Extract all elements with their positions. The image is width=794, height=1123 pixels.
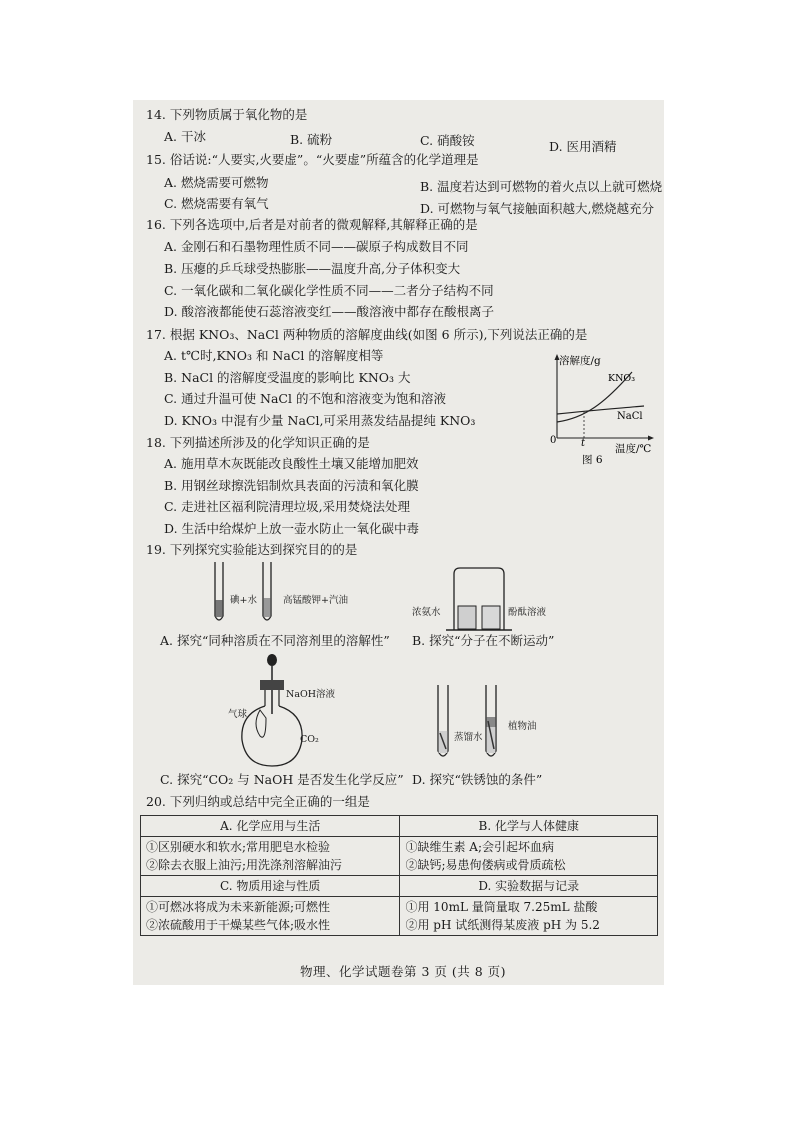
table-d-title: D. 实验数据与记录 — [400, 876, 658, 897]
q16-option-c: C. 一氧化碳和二氧化碳化学性质不同——二者分子结构不同 — [164, 283, 494, 298]
experiment-d-test-tubes — [432, 683, 512, 765]
page-footer: 物理、化学试题卷第 3 页 (共 8 页) — [300, 964, 507, 979]
exp-b-label-phenolphthalein: 酚酞溶液 — [508, 607, 547, 618]
q18-stem: 18. 下列描述所涉及的化学知识正确的是 — [146, 435, 370, 450]
table-a-content — [141, 837, 400, 876]
figure6-origin: 0 — [550, 435, 557, 446]
table-d-content — [400, 897, 658, 936]
q19-stem: 19. 下列探究实验能达到探究目的的是 — [146, 542, 358, 557]
exp-a-label-kmno4-gasoline: 高锰酸钾+汽油 — [283, 595, 348, 606]
table-b-title: B. 化学与人体健康 — [400, 816, 658, 837]
exp-c-label-balloon: 气球 — [228, 709, 248, 720]
q17-stem: 17. 根据 KNO₃、NaCl 两种物质的溶解度曲线(如图 6 所示),下列说法正确的是 — [146, 327, 588, 342]
figure6-nacl-label: NaCl — [617, 411, 643, 422]
q17-option-a: A. t℃时,KNO₃ 和 NaCl 的溶解度相等 — [164, 348, 384, 363]
q17-option-d: D. KNO₃ 中混有少量 NaCl,可采用蒸发结晶提纯 KNO₃ — [164, 413, 476, 428]
q16-option-b: B. 压瘪的乒乓球受热膨胀——温度升高,分子体积变大 — [164, 261, 461, 276]
figure6-ylabel: 溶解度/g — [559, 355, 601, 367]
exp-c-label-co2: CO₂ — [300, 734, 319, 745]
experiment-b-bell-jar — [440, 566, 520, 634]
exp-d-label-vegetable-oil: 植物油 — [508, 721, 537, 732]
exp-a-label-iodine-water: 碘+水 — [230, 595, 257, 606]
table-b-item1: ①缺维生素 A;会引起坏血病 — [405, 840, 555, 854]
figure6-solubility-graph — [540, 348, 665, 466]
table-b-item2: ②缺钙;易患佝偻病或骨质疏松 — [405, 858, 566, 872]
table-d-item1: ①用 10mL 量筒量取 7.25mL 盐酸 — [405, 900, 598, 914]
q17-option-c: C. 通过升温可使 NaCl 的不饱和溶液变为饱和溶液 — [164, 391, 446, 406]
q15-stem: 15. 俗话说:“人要实,火要虚”。“火要虚”所蕴含的化学道理是 — [146, 152, 479, 167]
table-c-item2: ②浓硫酸用于干燥某些气体;吸水性 — [146, 918, 331, 932]
q17-option-b: B. NaCl 的溶解度受温度的影响比 KNO₃ 大 — [164, 370, 411, 385]
q18-option-d: D. 生活中给煤炉上放一壶水防止一氧化碳中毒 — [164, 521, 420, 536]
q16-stem: 16. 下列各选项中,后者是对前者的微观解释,其解释正确的是 — [146, 217, 478, 232]
table-d-item2: ②用 pH 试纸测得某废液 pH 为 5.2 — [405, 918, 600, 932]
q15-option-c: C. 燃烧需要有氧气 — [164, 196, 269, 211]
table-a-item2: ②除去衣服上油污;用洗涤剂溶解油污 — [146, 858, 343, 872]
q16-option-a: A. 金刚石和石墨物理性质不同——碳原子构成数目不同 — [164, 239, 469, 254]
table-c-content — [141, 897, 400, 936]
figure6-t-label: t — [581, 438, 586, 449]
figure6-kno3-label: KNO₃ — [608, 373, 636, 384]
q15-option-a: A. 燃烧需要可燃物 — [164, 175, 269, 190]
table-c-title: C. 物质用途与性质 — [141, 876, 400, 897]
q18-option-b: B. 用钢丝球擦洗铝制炊具表面的污渍和氧化膜 — [164, 478, 419, 493]
q14-option-d: D. 医用酒精 — [549, 139, 617, 154]
q19-option-b: B. 探究“分子在不断运动” — [412, 633, 555, 648]
q15-option-b: B. 温度若达到可燃物的着火点以上就可燃烧 — [420, 179, 663, 194]
q14-stem: 14. 下列物质属于氧化物的是 — [146, 107, 308, 122]
q14-option-a: A. 干冰 — [164, 129, 206, 144]
q14-option-b: B. 硫粉 — [290, 132, 333, 147]
exp-d-label-distilled-water: 蒸馏水 — [454, 732, 483, 743]
q15-option-d: D. 可燃物与氧气接触面积越大,燃烧越充分 — [420, 201, 654, 216]
table-a-title: A. 化学应用与生活 — [141, 816, 400, 837]
q20-options-table — [140, 815, 658, 936]
q19-option-d: D. 探究“铁锈蚀的条件” — [412, 772, 543, 787]
q20-stem: 20. 下列归纳或总结中完全正确的一组是 — [146, 794, 370, 809]
table-b-content — [400, 837, 658, 876]
q14-option-c: C. 硝酸铵 — [420, 133, 475, 148]
q19-option-a: A. 探究“同种溶质在不同溶剂里的溶解性” — [160, 633, 390, 648]
q19-option-c: C. 探究“CO₂ 与 NaOH 是否发生化学反应” — [160, 772, 404, 787]
table-a-item1: ①区别硬水和软水;常用肥皂水检验 — [146, 840, 331, 854]
exp-c-label-naoh: NaOH溶液 — [286, 689, 336, 700]
q16-option-d: D. 酸溶液都能使石蕊溶液变红——酸溶液中都存在酸根离子 — [164, 304, 495, 319]
q18-option-c: C. 走进社区福利院清理垃圾,采用焚烧法处理 — [164, 499, 411, 514]
figure6-xlabel: 温度/℃ — [615, 443, 652, 455]
exp-b-label-ammonia: 浓氨水 — [412, 607, 441, 618]
q18-option-a: A. 施用草木灰既能改良酸性土壤又能增加肥效 — [164, 456, 419, 471]
figure6-caption: 图 6 — [582, 454, 603, 466]
table-c-item1: ①可燃冰将成为未来新能源;可燃性 — [146, 900, 331, 914]
